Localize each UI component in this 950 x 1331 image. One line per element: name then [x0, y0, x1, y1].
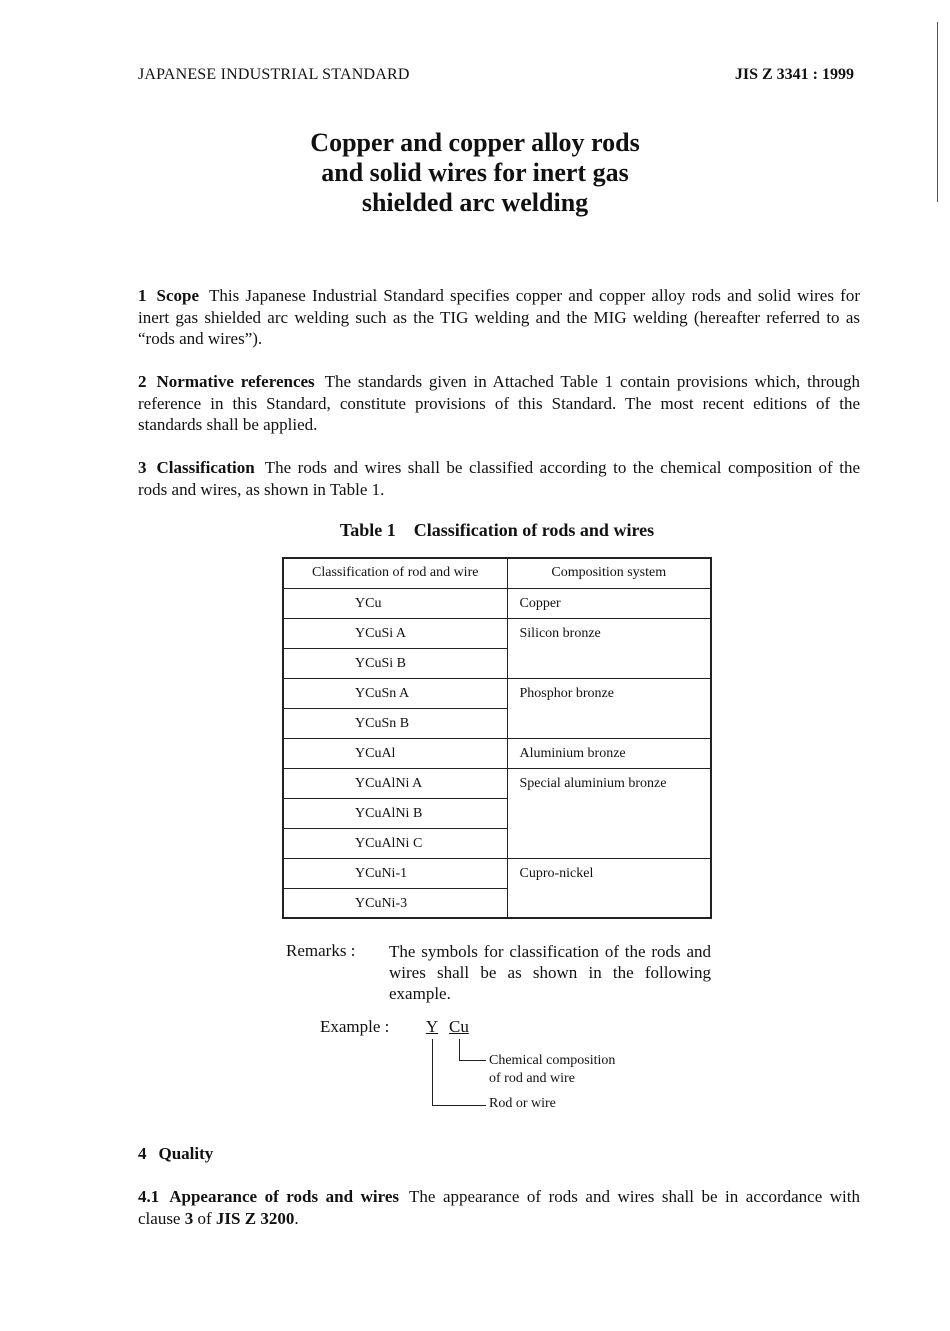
section-classification: [138, 457, 860, 500]
table-row: [283, 618, 711, 648]
section-scope: [138, 285, 860, 350]
classification-cell: YCuSn A: [283, 678, 507, 708]
table-header-row: [283, 558, 711, 588]
classification-cell: YCu: [283, 588, 507, 618]
table-row: [283, 858, 711, 888]
example-note-rod: Rod or wire: [489, 1096, 556, 1111]
table-caption: [0, 520, 950, 541]
classification-cell: YCuSi A: [283, 618, 507, 648]
column-header-composition: Composition system: [507, 558, 711, 588]
section-text: .: [294, 1208, 299, 1228]
example-label: Example :: [320, 1017, 390, 1036]
section-text: of: [197, 1208, 212, 1228]
table-row: [283, 588, 711, 618]
connector-line-composition: [459, 1060, 486, 1061]
title-line: and solid wires for inert gas: [321, 158, 629, 187]
composition-cell: Aluminium bronze: [507, 738, 711, 768]
clause-number: 3: [184, 1208, 194, 1228]
remarks-text: The symbols for classification of the rods and wires shall be as shown in the following example.: [389, 942, 711, 1003]
section-number: 2: [138, 372, 147, 391]
section-number: 4.1: [138, 1187, 160, 1206]
table-row: [283, 768, 711, 798]
table-row: [283, 738, 711, 768]
composition-cell: Phosphor bronze: [507, 678, 711, 738]
classification-cell: YCuAl: [283, 738, 507, 768]
classification-cell: YCuNi-3: [283, 888, 507, 918]
table-caption-text: Classification of rods and wires: [413, 520, 655, 540]
section-text: This Japanese Industrial Standard specifies copper and copper alloy rods and solid wires for inert gas shielded arc welding such as the TIG welding and the MIG welding (hereafter referred to as “rods and wires”).: [138, 286, 860, 348]
header-standard-name: JAPANESE INDUSTRIAL STANDARD: [138, 66, 410, 83]
classification-cell: YCuNi-1: [283, 858, 507, 888]
remarks-label: Remarks :: [286, 941, 356, 960]
page-title: [0, 128, 950, 218]
example-symbol-y: Y: [425, 1017, 439, 1036]
connector-line-composition: [459, 1039, 460, 1060]
section-quality: [138, 1144, 213, 1164]
composition-cell: Special aluminium bronze: [507, 768, 711, 858]
composition-cell: Copper: [507, 588, 711, 618]
section-number: 4: [138, 1144, 147, 1163]
composition-cell: Silicon bronze: [507, 618, 711, 678]
section-number: 1: [138, 286, 147, 305]
example-note-line: Chemical composition: [489, 1053, 616, 1068]
header-standard-number: JIS Z 3341 : 1999: [734, 66, 854, 83]
example-note-composition: [489, 1052, 615, 1088]
title-line: Copper and copper alloy rods: [310, 128, 640, 157]
classification-cell: YCuAlNi C: [283, 828, 507, 858]
section-heading: Quality: [158, 1144, 214, 1163]
standard-reference: JIS Z 3200: [215, 1208, 295, 1228]
section-number: 3: [138, 458, 147, 477]
table-caption-number: Table 1: [339, 520, 396, 540]
classification-table: [282, 557, 712, 919]
title-line: shielded arc welding: [361, 188, 589, 217]
connector-line-rod: [432, 1039, 433, 1105]
section-heading: Classification: [156, 458, 255, 477]
example-note-line: of rod and wire: [489, 1071, 575, 1086]
section-heading: Appearance of rods and wires: [169, 1187, 399, 1206]
classification-cell: YCuAlNi A: [283, 768, 507, 798]
table-row: [283, 678, 711, 708]
classification-cell: YCuSn B: [283, 708, 507, 738]
section-normative-references: [138, 371, 860, 436]
section-appearance: [138, 1186, 860, 1229]
composition-cell: Cupro-nickel: [507, 858, 711, 918]
section-heading: Scope: [156, 286, 199, 305]
column-header-classification: Classification of rod and wire: [283, 558, 507, 588]
classification-cell: YCuSi B: [283, 648, 507, 678]
classification-cell: YCuAlNi B: [283, 798, 507, 828]
example-symbol-cu: Cu: [449, 1017, 469, 1036]
section-text: The appearance of rods and wires shall be in accordance with clause: [138, 1187, 860, 1228]
section-heading: Normative references: [156, 372, 315, 391]
section-text: The rods and wires shall be classified according to the chemical composition of the rods and wires, as shown in Table 1.: [138, 458, 860, 499]
connector-line-rod: [432, 1105, 486, 1106]
section-text: The standards given in Attached Table 1 contain provisions which, through reference in this Standard, constitute provisions of this Standard. The most recent editions of the standards shall be applied.: [138, 372, 860, 434]
